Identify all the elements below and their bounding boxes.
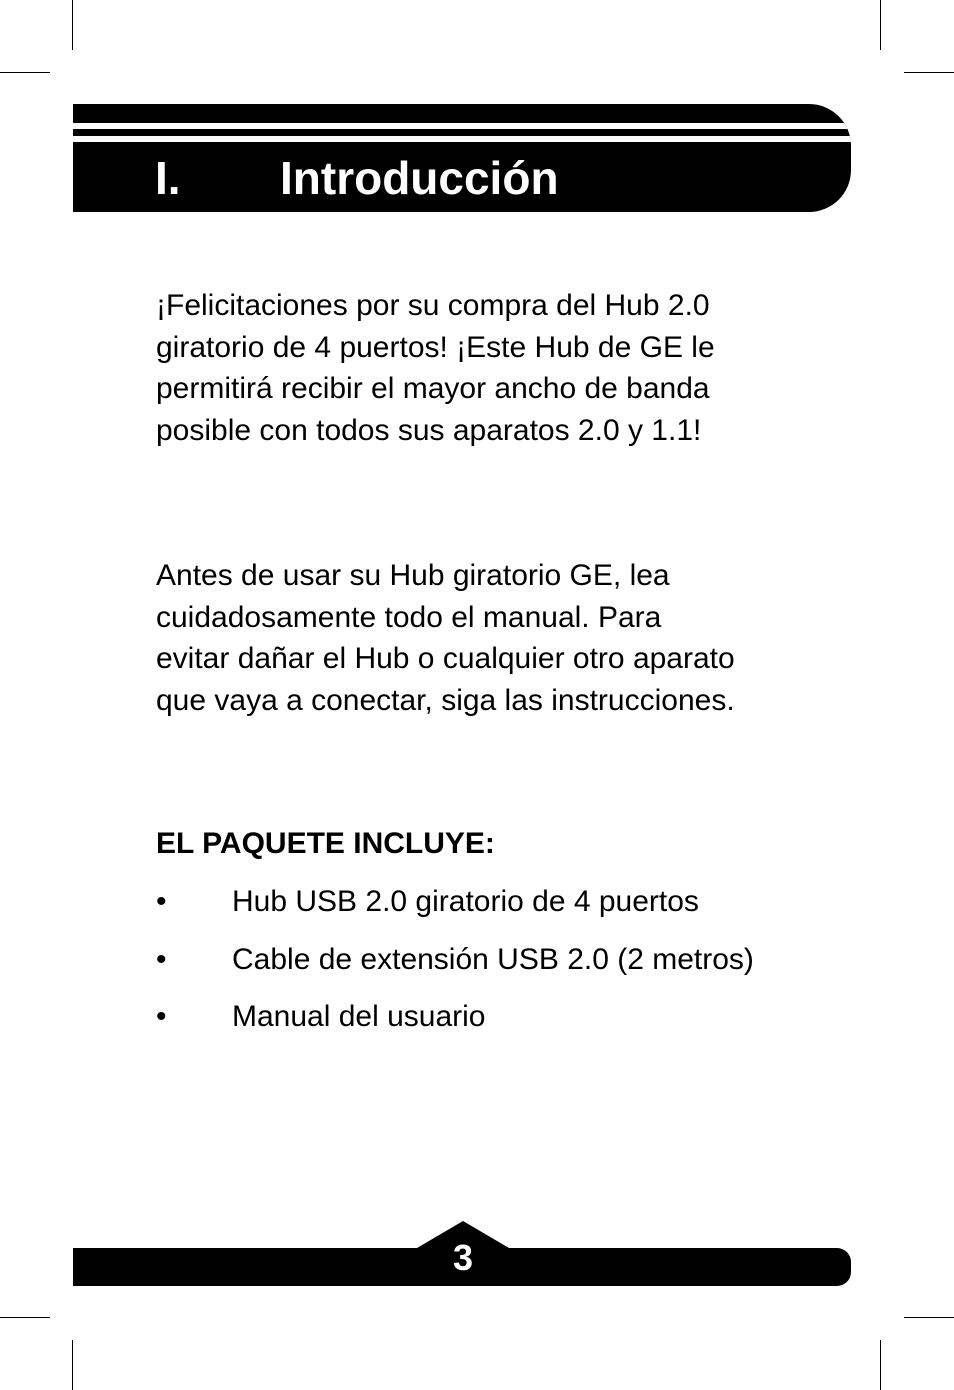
intro-line: giratorio de 4 puertos! ¡Este Hub de GE le: [156, 330, 715, 364]
crop-mark-bottom-right-horizontal: [904, 1317, 954, 1318]
bullet: •: [156, 1000, 167, 1033]
list-item-text: Hub USB 2.0 giratorio de 4 puertos: [232, 885, 699, 918]
crop-mark-top-left-vertical: [72, 0, 73, 50]
instructions-line: cuidadosamente todo el manual. Para: [156, 600, 662, 634]
header-stripe-upper: [73, 123, 851, 129]
bullet: •: [156, 885, 167, 918]
crop-mark-bottom-left-vertical: [72, 1340, 73, 1390]
intro-line: posible con todos sus aparatos 2.0 y 1.1!: [156, 413, 702, 447]
intro-paragraph: [156, 285, 856, 451]
intro-line: ¡Felicitaciones por su compra del Hub 2.0: [156, 289, 710, 322]
instructions-paragraph: [156, 555, 856, 721]
list-item-text: Manual del usuario: [232, 1000, 486, 1033]
section-title: Introducción: [280, 152, 559, 204]
crop-mark-top-left-horizontal: [0, 72, 50, 73]
crop-mark-top-right-vertical: [880, 0, 881, 50]
header-stripe-lower: [73, 136, 851, 142]
instructions-line: Antes de usar su Hub giratorio GE, lea: [156, 559, 670, 592]
crop-mark-bottom-left-horizontal: [0, 1317, 50, 1318]
bullet: •: [156, 942, 167, 976]
intro-line: permitirá recibir el mayor ancho de banda: [156, 372, 710, 405]
section-number: I.: [155, 152, 181, 204]
package-heading: EL PAQUETE INCLUYE:: [156, 827, 495, 860]
crop-mark-bottom-right-vertical: [880, 1340, 881, 1390]
page-number: 3: [452, 1237, 474, 1278]
list-item-text: Cable de extensión USB 2.0 (2 metros): [232, 942, 754, 976]
instructions-line: que vaya a conectar, siga las instrucciones.: [156, 683, 735, 717]
instructions-line: evitar dañar el Hub o cualquier otro aparato: [156, 642, 735, 675]
crop-mark-top-right-horizontal: [904, 72, 954, 73]
section-header: [73, 104, 851, 212]
